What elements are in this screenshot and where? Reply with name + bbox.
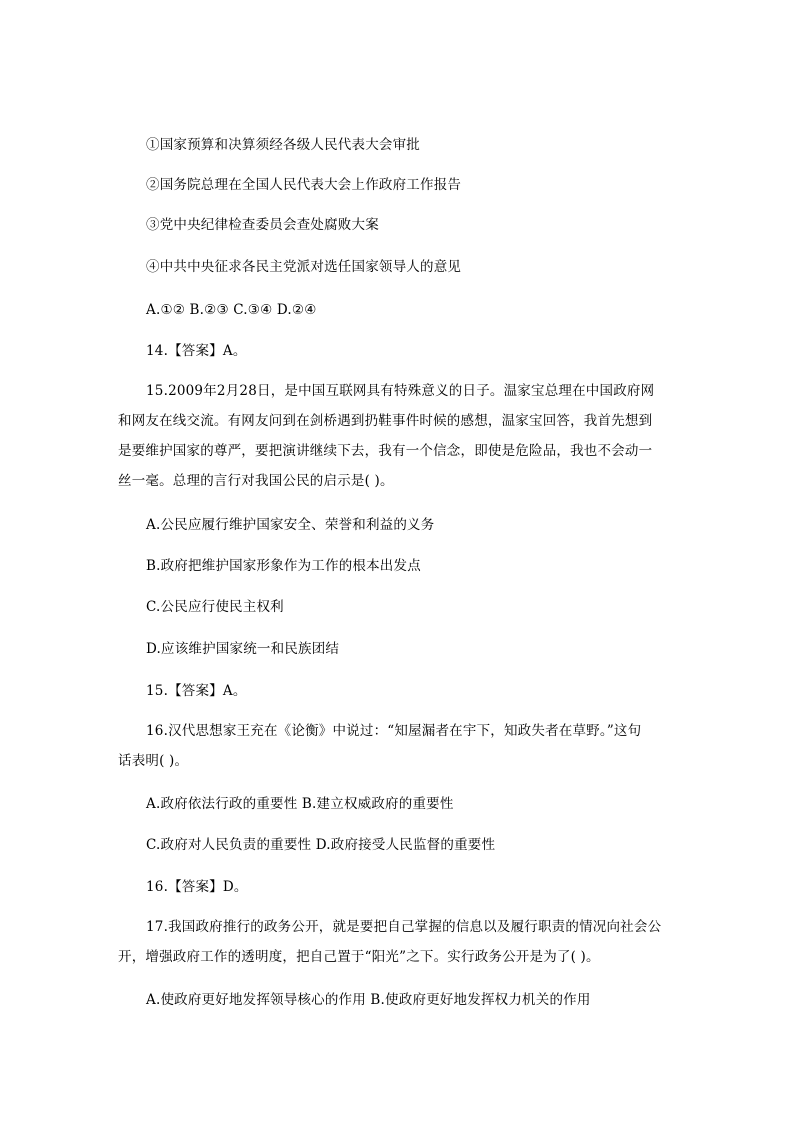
q15-line-1: 15.2009年2月28日，是中国互联网具有特殊意义的日子。温家宝总理在中国政府网 — [146, 383, 655, 399]
q16-line-1: 16.汉代思想家王充在《论衡》中说过：“知屋漏者在宇下，知政失者在草野。”这句 — [146, 723, 642, 739]
q15-option-c: C.公民应行使民主权利 — [146, 599, 284, 615]
q14-option-1: ①国家预算和决算须经各级人民代表大会审批 — [146, 137, 420, 153]
q16-options-cd: C.政府对人民负责的重要性 D.政府接受人民监督的重要性 — [146, 837, 496, 853]
q14-option-3: ③党中央纪律检查委员会查处腐败大案 — [146, 217, 379, 233]
q15-line-2: 和网友在线交流。有网友问到在剑桥遇到扔鞋事件时候的感想，温家宝回答，我首先想到 — [118, 413, 653, 429]
q14-choices: A.①② B.②③ C.③④ D.②④ — [146, 302, 317, 318]
q16-options-ab: A.政府依法行政的重要性 B.建立权威政府的重要性 — [146, 796, 454, 812]
q15-option-a: A.公民应履行维护国家安全、荣誉和利益的义务 — [146, 517, 435, 533]
q14-answer: 14.【答案】A。 — [146, 343, 247, 359]
q14-option-2: ②国务院总理在全国人民代表大会上作政府工作报告 — [146, 177, 462, 193]
q17-options-ab: A.使政府更好地发挥领导核心的作用 B.使政府更好地发挥权力机关的作用 — [146, 992, 591, 1008]
q15-line-4: 丝一毫。总理的言行对我国公民的启示是( )。 — [118, 473, 394, 489]
q17-line-1: 17.我国政府推行的政务公开，就是要把自己掌握的信息以及履行职责的情况向社会公 — [146, 919, 662, 935]
q14-option-4: ④中共中央征求各民主党派对选任国家领导人的意见 — [146, 259, 462, 275]
q15-answer: 15.【答案】A。 — [146, 683, 247, 699]
q16-answer: 16.【答案】D。 — [146, 879, 248, 895]
q15-option-b: B.政府把维护国家形象作为工作的根本出发点 — [146, 558, 421, 574]
q15-line-3: 是要维护国家的尊严，要把演讲继续下去，我有一个信念，即使是危险品，我也不会动一 — [118, 443, 653, 459]
q17-line-2: 开，增强政府工作的透明度，把自己置于“阳光”之下。实行政务公开是为了( )。 — [118, 949, 600, 965]
q16-line-2: 话表明( )。 — [118, 753, 189, 769]
q15-option-d: D.应该维护国家统一和民族团结 — [146, 641, 340, 657]
